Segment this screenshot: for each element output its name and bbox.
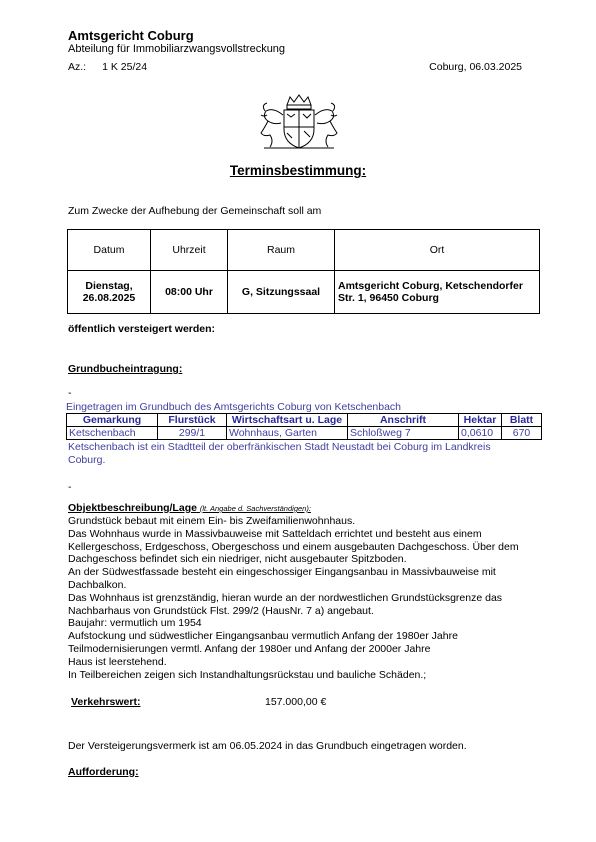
description-line: Das Wohnhaus wurde in Massivbauweise mit Satteldach errichtet und besteht aus einem Kellergeschoss, Erdgeschoss, Obergeschoss und einem ausgebauten Dachgeschoss. Über dem Dachgeschoss befindet sich ein niedriger, nicht ausgebauter Spitzboden. — [68, 527, 519, 566]
description-line: Das Wohnhaus ist grenzständig, hieran wurde an der nordwestlichen Grundstücksgrenze das Nachbarhaus von Grundstück Flst. 299/2 (HausNr. 7 a) angebaut. — [68, 591, 503, 617]
cell-location: Amtsgericht Coburg, Ketschendorfer Str. 1, 96450 Coburg — [335, 271, 540, 314]
cell-gemarkung: Ketschenbach — [67, 427, 158, 440]
header-blatt: Blatt — [502, 414, 542, 427]
cell-time: 08:00 Uhr — [151, 271, 228, 314]
header-gemarkung: Gemarkung — [67, 414, 158, 427]
table-header-row — [67, 414, 542, 427]
az-label: Az.: — [68, 61, 87, 73]
verkehrswert-value: 157.000,00 € — [265, 696, 327, 708]
objekt-heading — [68, 502, 311, 514]
cell-anschrift: Schloßweg 7 — [348, 427, 459, 440]
verkehrswert-label: Verkehrswert: — [71, 696, 141, 708]
description-line: Baujahr: vermutlich um 1954 — [68, 617, 202, 630]
auction-schedule-table — [67, 229, 540, 314]
az-value: 1 K 25/24 — [102, 61, 148, 73]
sold-text: öffentlich versteigert werden: — [68, 323, 216, 335]
cell-wirtschaftsart: Wohnhaus, Garten — [227, 427, 348, 440]
objekt-description — [68, 515, 530, 681]
table-row — [68, 271, 540, 314]
page-title: Terminsbestimmung: — [229, 163, 367, 178]
cell-room: G, Sitzungssaal — [228, 271, 335, 314]
header-raum: Raum — [228, 230, 335, 271]
grundbuch-intro: Eingetragen im Grundbuch des Amtsgerichts Coburg von Ketschenbach — [66, 401, 402, 413]
cell-hektar: 0,0610 — [459, 427, 502, 440]
header-hektar: Hektar — [459, 414, 502, 427]
grundbuch-heading: Grundbucheintragung: — [68, 363, 183, 375]
file-number — [68, 61, 147, 73]
vermerk-text: Der Versteigerungsvermerk ist am 06.05.2024 in das Grundbuch eingetragen worden. — [68, 740, 467, 752]
cell-date: Dienstag, 26.08.2025 — [68, 271, 151, 314]
header-wirtschaftsart: Wirtschaftsart u. Lage — [227, 414, 348, 427]
court-name: Amtsgericht Coburg — [68, 28, 194, 43]
coat-of-arms-icon — [256, 93, 342, 154]
header-ort: Ort — [335, 230, 540, 271]
description-line: Aufstockung und südwestlicher Eingangsanbau vermutlich Anfang der 1980er Jahre — [68, 630, 458, 643]
place-date: Coburg, 06.03.2025 — [429, 61, 522, 73]
department: Abteilung für Immobiliarzwangsvollstreckung — [68, 43, 286, 55]
objekt-heading-note: (lt. Angabe d. Sachverständigen): — [199, 504, 311, 513]
objekt-heading-text: Objektbeschreibung/Lage — [68, 502, 197, 514]
header-flurstueck: Flurstück — [158, 414, 227, 427]
grundbuch-table — [66, 413, 542, 440]
cell-flurstueck: 299/1 — [158, 427, 227, 440]
intro-text: Zum Zwecke der Aufhebung der Gemeinschaft soll am — [68, 205, 322, 217]
description-line: An der Südwestfassade besteht ein eingeschossiger Eingangsanbau in Massivbauweise mit Dachbalkon. — [68, 566, 496, 591]
separator-dash: - — [68, 481, 72, 493]
description-line: Grundstück bebaut mit einem Ein- bis Zweifamilienwohnhaus. — [68, 515, 356, 527]
table-header-row — [68, 230, 540, 271]
header-anschrift: Anschrift — [348, 414, 459, 427]
header-datum: Datum — [68, 230, 151, 271]
description-line: Haus ist leerstehend. — [68, 655, 167, 668]
table-row — [67, 427, 542, 440]
cell-blatt: 670 — [502, 427, 542, 440]
grundbuch-note: Ketschenbach ist ein Stadtteil der oberfränkischen Stadt Neustadt bei Coburg im Landkreis Coburg. — [68, 441, 491, 466]
header-uhrzeit: Uhrzeit — [151, 230, 228, 271]
description-line: Teilmodernisierungen vermtl. Anfang der 1980er und Anfang der 2000er Jahre — [68, 642, 431, 655]
description-line: In Teilbereichen zeigen sich Instandhaltungsrückstau und bauliche Schäden.; — [68, 668, 427, 681]
aufforderung-heading: Aufforderung: — [68, 766, 139, 778]
separator-dash: - — [68, 387, 72, 399]
